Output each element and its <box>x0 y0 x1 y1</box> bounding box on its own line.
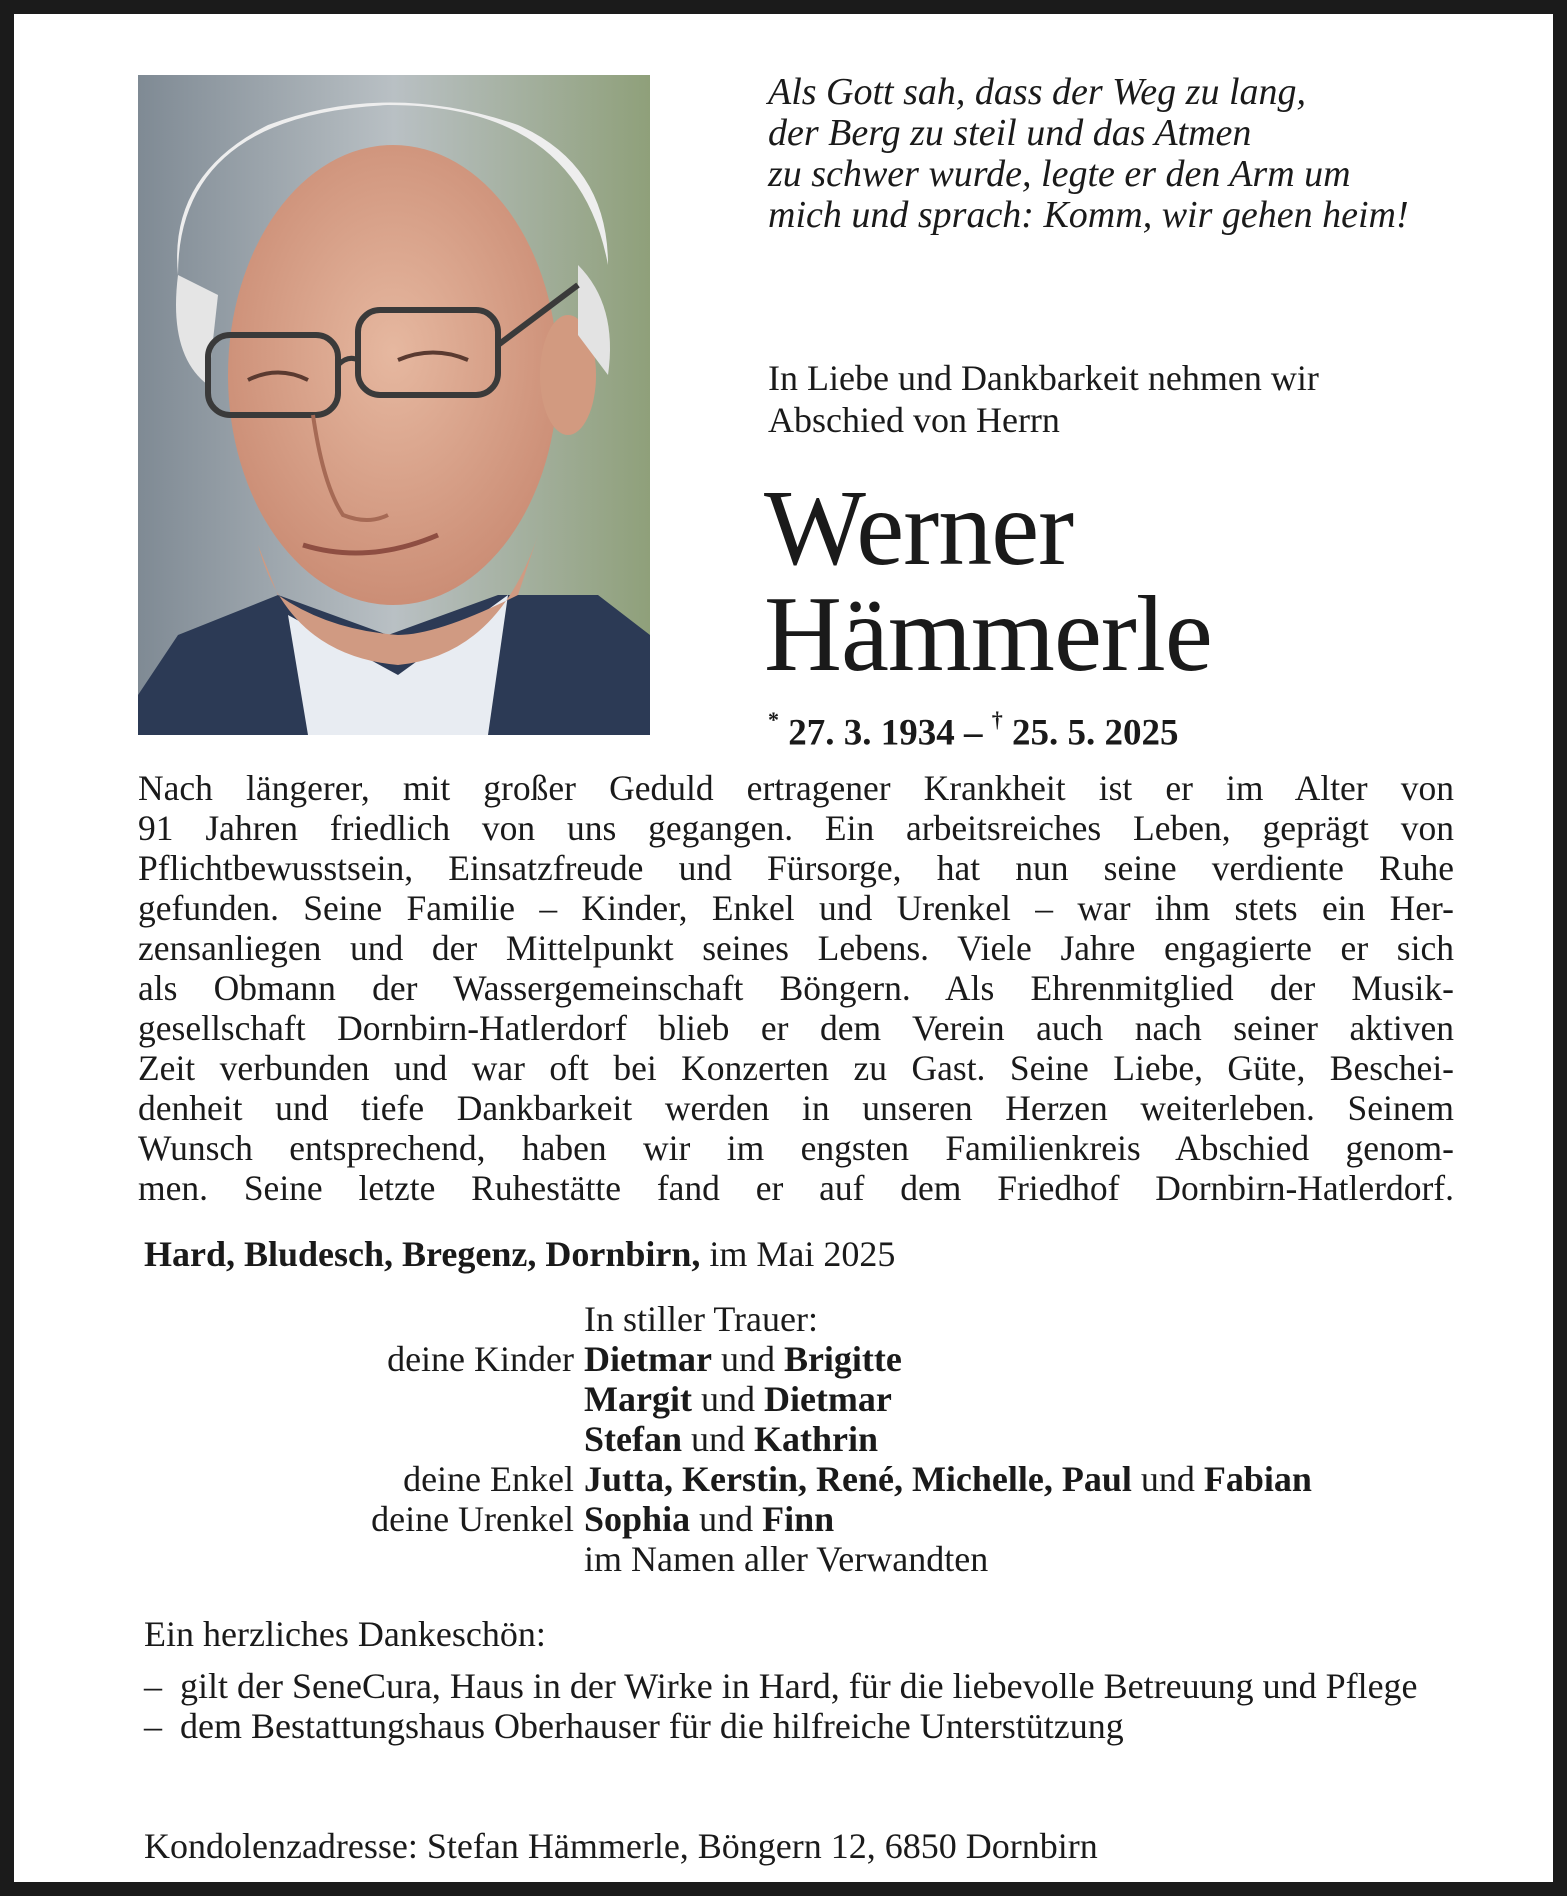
date-separator: – <box>964 712 983 754</box>
body-line: 91 Jahren friedlich von uns gegangen. Ein arbeitsreiches Leben, geprägt von <box>138 808 1454 848</box>
body-line: gesellschaft Dornbirn-Hatlerdorf blieb er dem Verein auch nach seiner aktiven <box>138 1008 1454 1048</box>
conjunction: und <box>691 1419 745 1459</box>
deceased-name <box>764 469 1544 694</box>
thanks-item <box>144 1706 1464 1746</box>
dash-bullet: – <box>144 1706 162 1746</box>
birth-mark: * <box>768 707 779 732</box>
body-line: zensanliegen und der Mittelpunkt seines Lebens. Viele Jahre engagierte er sich <box>138 928 1454 968</box>
life-dates <box>768 704 1179 753</box>
death-date: 25. 5. 2025 <box>1012 712 1179 754</box>
poem-line: der Berg zu steil und das Atmen <box>768 112 1252 154</box>
great-grandchildren-label: deine Urenkel <box>371 1499 574 1539</box>
month-year: im Mai 2025 <box>709 1234 896 1274</box>
mourners-heading: In stiller Trauer: <box>584 1299 818 1339</box>
conjunction: und <box>699 1499 754 1539</box>
great-grandchild-name: Finn <box>762 1499 835 1539</box>
partner-name: Dietmar <box>763 1379 892 1419</box>
partner-name: Kathrin <box>754 1419 879 1459</box>
poem-line: Als Gott sah, dass der Weg zu lang, <box>768 71 1307 113</box>
intro-line: Abschied von Herrn <box>768 400 1060 440</box>
body-line: Pflichtbewusstsein, Einsatzfreude und Fürsorge, hat nun seine verdiente Ruhe <box>138 848 1454 888</box>
body-line: Wunsch entsprechend, haben wir im engsten Familienkreis Abschied genom- <box>138 1128 1454 1168</box>
body-line: als Obmann der Wassergemeinschaft Böngern. Als Ehrenmitglied der Musik- <box>138 968 1454 1008</box>
body-line: denheit und tiefe Dankbarkeit werden in unseren Herzen weiterleben. Seinem <box>138 1088 1454 1128</box>
place-and-date <box>144 1234 895 1274</box>
portrait-illustration <box>138 75 650 735</box>
great-grandchildren-names <box>584 1499 834 1539</box>
thanks-title: Ein herzliches Dankeschön: <box>144 1614 546 1654</box>
conjunction: und <box>1140 1459 1195 1499</box>
body-line: men. Seine letzte Ruhestätte fand er auf dem Friedhof Dornbirn-Hatlerdorf. <box>138 1168 1454 1208</box>
portrait-photo <box>138 75 650 735</box>
body-line: Zeit verbunden und war oft bei Konzerten zu Gast. Seine Liebe, Güte, Beschei- <box>138 1048 1454 1088</box>
towns: Hard, Bludesch, Bregenz, Dornbirn, <box>144 1234 701 1274</box>
thanks-list <box>144 1666 1464 1746</box>
children-label: deine Kinder <box>387 1339 574 1379</box>
relatives-line: im Namen aller Verwandten <box>584 1539 989 1579</box>
conjunction: und <box>720 1339 775 1379</box>
body-line: Nach längerer, mit großer Geduld ertragener Krankheit ist er im Alter von <box>138 768 1454 808</box>
grandchild-names: Jutta, Kerstin, René, Michelle, Paul <box>584 1459 1132 1499</box>
conjunction: und <box>700 1379 755 1419</box>
death-mark: † <box>991 707 1003 732</box>
poem-line: mich und sprach: Komm, wir gehen heim! <box>768 194 1409 236</box>
dash-bullet: – <box>144 1666 162 1706</box>
children-pair <box>584 1419 878 1459</box>
thanks-item-text: dem Bestattungshaus Oberhauser für die hilfreiche Unterstützung <box>180 1706 1124 1746</box>
children-pair <box>584 1339 902 1379</box>
first-name: Werner <box>764 469 1074 588</box>
great-grandchild-name: Sophia <box>584 1499 691 1539</box>
child-name: Stefan <box>584 1419 682 1459</box>
grandchildren-label: deine Enkel <box>403 1459 574 1499</box>
children-pair <box>584 1379 892 1419</box>
grandchild-name: Fabian <box>1203 1459 1312 1499</box>
condolence-address: Kondolenzadresse: Stefan Hämmerle, Böngern 12, 6850 Dornbirn <box>144 1826 1098 1866</box>
grandchildren-names <box>584 1459 1312 1499</box>
thanks-item <box>144 1666 1464 1706</box>
thanks-item-text: gilt der SeneCura, Haus in der Wirke in Hard, für die liebevolle Betreuung und Pflege <box>180 1666 1418 1706</box>
obituary-body <box>138 768 1454 1208</box>
mourners-list <box>14 1299 1567 1579</box>
intro-line: In Liebe und Dankbarkeit nehmen wir <box>768 358 1319 398</box>
last-name: Hämmerle <box>764 575 1212 694</box>
partner-name: Brigitte <box>783 1339 902 1379</box>
poem <box>768 72 1528 236</box>
child-name: Margit <box>584 1379 692 1419</box>
intro-text <box>768 357 1528 441</box>
child-name: Dietmar <box>584 1339 712 1379</box>
poem-line: zu schwer wurde, legte er den Arm um <box>768 153 1351 195</box>
body-line: gefunden. Seine Familie – Kinder, Enkel und Urenkel – war ihm stets ein Her- <box>138 888 1454 928</box>
birth-date: 27. 3. 1934 <box>788 712 955 754</box>
